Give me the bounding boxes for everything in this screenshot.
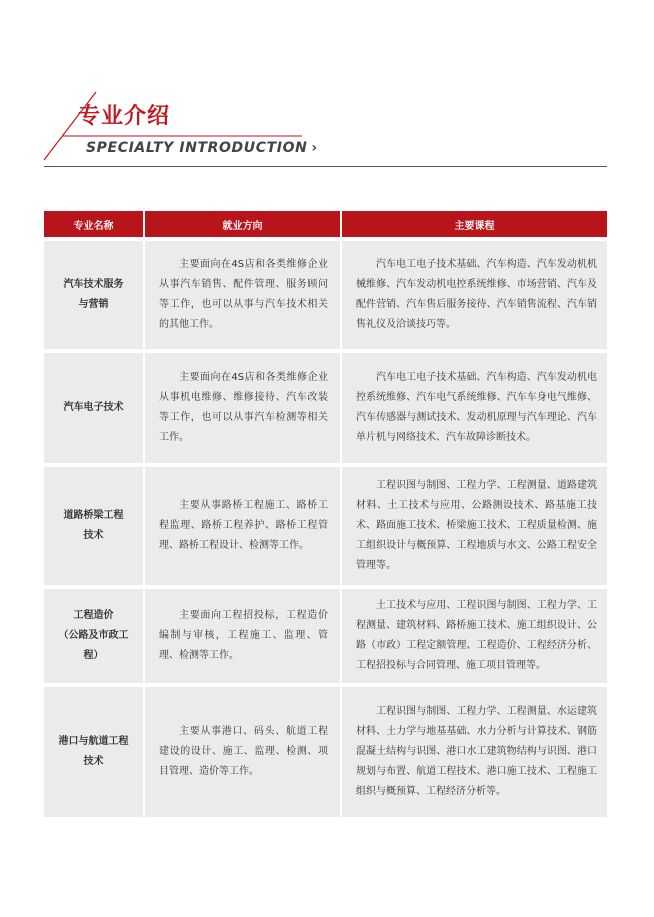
main-courses — [341, 465, 607, 587]
main-courses — [341, 351, 607, 465]
table-row — [44, 587, 607, 685]
main-courses — [341, 239, 607, 351]
table-row — [44, 465, 607, 587]
main-courses-text: 工程识图与制图、工程力学、工程测量、道路建筑材料、土工技术与应用、公路测设技术、路基施工技术、路面施工技术、桥梁施工技术、工程质量检测、施工组织设计与概预算、工程地质与水文、公路工程安全管理等。 — [356, 480, 597, 571]
employment-direction-text: 主要从事港口、码头、航道工程建设的设计、施工、监理、检测、项目管理、造价等工作。 — [159, 726, 328, 777]
specialty-name-line1: 汽车电子技术 — [63, 402, 124, 413]
employment-direction — [144, 239, 341, 351]
chevron-right-icon: › — [311, 140, 318, 156]
page-subtitle-text: SPECIALTY INTRODUCTION — [86, 140, 308, 156]
specialty-name — [44, 465, 144, 587]
employment-direction-text: 主要面向工程招投标，工程造价编制与审核，工程施工、监理、管理、检测等工作。 — [159, 610, 328, 661]
employment-direction-text: 主要从事路桥工程施工、路桥工程监理、路桥工程养护、路桥工程管理、路桥工程设计、检测等工作。 — [159, 500, 328, 551]
specialty-name-line1: 道路桥梁工程 — [63, 510, 124, 521]
specialty-name — [44, 685, 144, 817]
specialty-name-line1: 汽车技术服务 — [63, 279, 124, 290]
table-header-row — [44, 211, 607, 239]
specialty-name-line2: （公路及市政工程） — [58, 630, 129, 661]
employment-direction — [144, 465, 341, 587]
table-row — [44, 239, 607, 351]
specialty-name — [44, 239, 144, 351]
main-courses — [341, 685, 607, 817]
specialty-name-line2: 技术 — [83, 756, 104, 767]
table-row — [44, 685, 607, 817]
specialty-name-line2: 与营销 — [78, 299, 109, 310]
employment-direction-text: 主要面向在4S店和各类维修企业从事汽车销售、配件管理、服务顾问等工作，也可以从事与汽车技术相关的其他工作。 — [159, 259, 328, 330]
header-main-courses: 主要课程 — [341, 211, 607, 239]
page-title: 专业介绍 — [78, 104, 171, 129]
specialty-name-line2: 技术 — [83, 530, 104, 541]
specialty-name — [44, 351, 144, 465]
main-courses-text: 土工技术与应用、工程识图与制图、工程力学、工程测量、建筑材料、路桥施工技术、施工组织设计、公路（市政）工程定额管理、工程造价、工程经济分析、工程招投标与合同管理、施工项目管理等。 — [356, 600, 597, 671]
employment-direction — [144, 685, 341, 817]
main-courses-text: 工程识图与制图、工程力学、工程测量、水运建筑材料、土力学与地基基础、水力分析与计算技术、钢筋混凝土结构与识图、港口水工建筑物结构与识图、港口规划与布置、航道工程技术、港口施工技术、工程施工组织与概预算、工程经济分析等。 — [356, 706, 597, 797]
employment-direction — [144, 351, 341, 465]
header-employment-direction: 就业方向 — [144, 211, 341, 239]
main-courses — [341, 587, 607, 685]
specialty-name-line1: 工程造价 — [73, 610, 114, 621]
header-divider — [44, 166, 607, 167]
page-subtitle — [86, 139, 318, 157]
section-header — [0, 0, 654, 175]
table-row — [44, 351, 607, 465]
main-courses-text: 汽车电工电子技术基础、汽车构造、汽车发动机电控系统维修、汽车电气系统维修、汽车车身电气维修、汽车传感器与测试技术、发动机原理与汽车理论、汽车单片机与网络技术、汽车故障诊断技术。 — [356, 372, 597, 443]
specialty-name — [44, 587, 144, 685]
employment-direction-text: 主要面向在4S店和各类维修企业从事机电维修、维修接待、汽车改装等工作，也可以从事汽车检测等相关工作。 — [159, 372, 328, 443]
header-specialty-name: 专业名称 — [44, 211, 144, 239]
main-courses-text: 汽车电工电子技术基础、汽车构造、汽车发动机机械维修、汽车发动机电控系统维修、市场营销、汽车及配件营销、汽车售后服务接待、汽车销售流程、汽车销售礼仪及洽谈技巧等。 — [356, 259, 597, 330]
specialty-table — [44, 211, 607, 817]
employment-direction — [144, 587, 341, 685]
specialty-name-line1: 港口与航道工程 — [58, 736, 129, 747]
